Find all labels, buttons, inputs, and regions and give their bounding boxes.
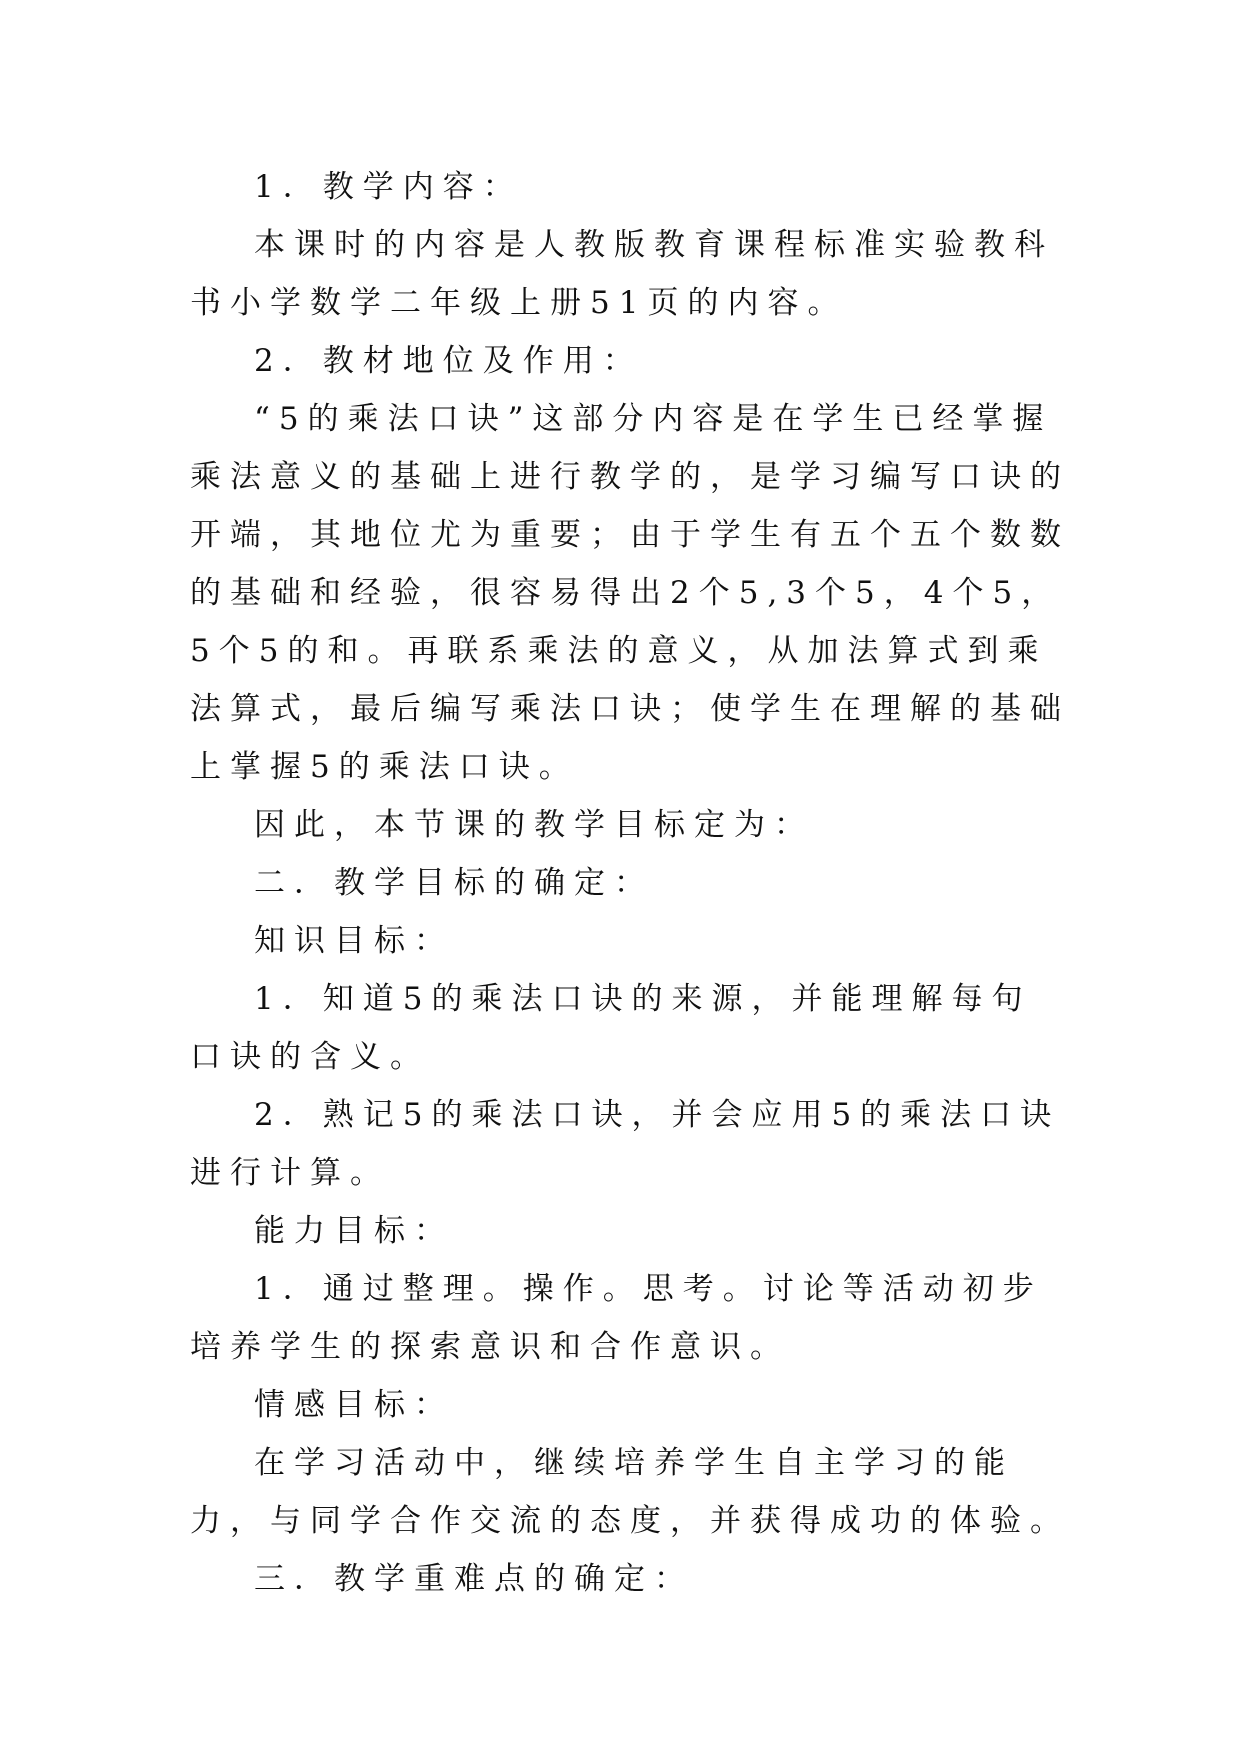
knowledge-goal-2: 2．熟记5的乘法口诀，并会应用5的乘法口诀进行计算。	[190, 1097, 1061, 1191]
paragraph-therefore: 因此，本节课的教学目标定为：	[254, 807, 814, 843]
heading-emotion-goals: 情感目标：	[254, 1387, 454, 1423]
ability-goal-1: 1．通过整理。操作。思考。讨论等活动初步培养学生的探索意识和合作意识。	[190, 1271, 1043, 1365]
paragraph-lesson-content: 本课时的内容是人教版教育课程标准实验教科书小学数学二年级上册51页的内容。	[190, 227, 1054, 321]
heading-teaching-goals: 二．教学目标的确定：	[254, 865, 654, 901]
knowledge-goal-1: 1．知道5的乘法口诀的来源，并能理解每句口诀的含义。	[190, 981, 1032, 1075]
heading-knowledge-goals: 知识目标：	[254, 923, 454, 959]
paragraph-textbook-role: “5的乘法口诀”这部分内容是在学生已经掌握乘法意义的基础上进行教学的，是学习编写口诀的开端，其地位尤为重要；由于学生有五个五个数数的基础和经验，很容易得出2个5,3个5，4个5，5个5的和。再联系乘法的意义，从加法算式到乘法算式，最后编写乘法口诀；使学生在理解的基础上掌握5的乘法口诀。	[190, 401, 1070, 785]
heading-textbook-role: 2．教材地位及作用：	[254, 343, 643, 379]
emotion-goal-text: 在学习活动中，继续培养学生自主学习的能力，与同学合作交流的态度，并获得成功的体验。	[190, 1445, 1070, 1539]
heading-ability-goals: 能力目标：	[254, 1213, 454, 1249]
document-body	[190, 158, 1070, 1608]
heading-teaching-content: 1．教学内容：	[254, 169, 523, 205]
heading-key-difficulties: 三．教学重难点的确定：	[254, 1561, 694, 1597]
